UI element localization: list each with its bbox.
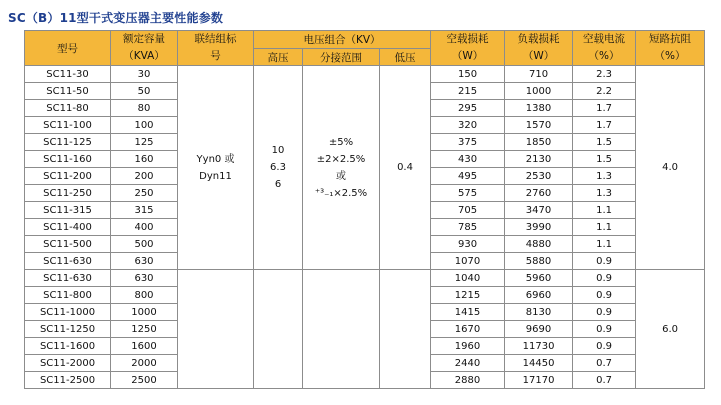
col-header-noload-current: 空载电流 （%）	[573, 31, 636, 66]
cell-noload-loss: 320	[431, 117, 505, 134]
cell-capacity: 200	[111, 168, 178, 185]
cell-noload-loss: 150	[431, 66, 505, 83]
cell-capacity: 500	[111, 236, 178, 253]
cell-lv-empty	[380, 270, 431, 389]
col-header-voltage-group: 电压组合（KV）	[254, 31, 431, 49]
cell-noload-current: 0.9	[573, 253, 636, 270]
cell-impedance: 4.0	[636, 66, 705, 270]
cell-noload-current: 1.3	[573, 185, 636, 202]
cell-capacity: 100	[111, 117, 178, 134]
cell-model: SC11-400	[25, 219, 111, 236]
cell-load-loss: 5960	[505, 270, 573, 287]
cell-load-loss: 6960	[505, 287, 573, 304]
cell-noload-loss: 2880	[431, 372, 505, 389]
cell-noload-current: 0.7	[573, 355, 636, 372]
cell-capacity: 250	[111, 185, 178, 202]
cell-load-loss: 1570	[505, 117, 573, 134]
col-header-model: 型号	[25, 31, 111, 66]
cell-hv-empty	[254, 270, 303, 389]
cell-impedance: 6.0	[636, 270, 705, 389]
cell-model: SC11-1000	[25, 304, 111, 321]
cell-noload-current: 0.7	[573, 372, 636, 389]
table-body	[25, 66, 705, 389]
cell-noload-current: 1.1	[573, 219, 636, 236]
cell-noload-current: 1.3	[573, 168, 636, 185]
cell-noload-current: 0.9	[573, 287, 636, 304]
cell-model: SC11-630	[25, 270, 111, 287]
cell-noload-loss: 785	[431, 219, 505, 236]
cell-noload-loss: 1215	[431, 287, 505, 304]
col-header-vector-group: 联结组标 号	[178, 31, 254, 66]
cell-noload-current: 1.5	[573, 151, 636, 168]
cell-tap-range-empty	[303, 270, 380, 389]
cell-noload-current: 1.1	[573, 202, 636, 219]
cell-capacity: 125	[111, 134, 178, 151]
cell-load-loss: 1000	[505, 83, 573, 100]
col-header-noload-loss: 空载损耗 （W）	[431, 31, 505, 66]
cell-model: SC11-125	[25, 134, 111, 151]
cell-noload-current: 2.3	[573, 66, 636, 83]
cell-model: SC11-2500	[25, 372, 111, 389]
cell-noload-loss: 575	[431, 185, 505, 202]
cell-noload-loss: 1415	[431, 304, 505, 321]
cell-noload-loss: 705	[431, 202, 505, 219]
cell-capacity: 400	[111, 219, 178, 236]
cell-model: SC11-100	[25, 117, 111, 134]
cell-load-loss: 1380	[505, 100, 573, 117]
cell-load-loss: 710	[505, 66, 573, 83]
cell-load-loss: 2760	[505, 185, 573, 202]
cell-capacity: 2000	[111, 355, 178, 372]
col-header-tap-range: 分接范围	[303, 49, 380, 66]
cell-capacity: 1250	[111, 321, 178, 338]
cell-load-loss: 8130	[505, 304, 573, 321]
cell-capacity: 800	[111, 287, 178, 304]
cell-noload-loss: 495	[431, 168, 505, 185]
cell-model: SC11-630	[25, 253, 111, 270]
cell-noload-current: 1.7	[573, 100, 636, 117]
cell-model: SC11-50	[25, 83, 111, 100]
cell-model: SC11-2000	[25, 355, 111, 372]
cell-noload-current: 2.2	[573, 83, 636, 100]
cell-capacity: 50	[111, 83, 178, 100]
cell-load-loss: 2130	[505, 151, 573, 168]
cell-hv: 10 6.3 6	[254, 66, 303, 270]
cell-model: SC11-1600	[25, 338, 111, 355]
cell-load-loss: 3990	[505, 219, 573, 236]
col-header-capacity: 额定容量 （KVA）	[111, 31, 178, 66]
cell-noload-loss: 1040	[431, 270, 505, 287]
cell-model: SC11-250	[25, 185, 111, 202]
cell-load-loss: 9690	[505, 321, 573, 338]
cell-noload-current: 1.7	[573, 117, 636, 134]
table-row	[25, 270, 705, 287]
cell-noload-current: 1.5	[573, 134, 636, 151]
cell-load-loss: 11730	[505, 338, 573, 355]
cell-noload-current: 1.1	[573, 236, 636, 253]
col-header-impedance: 短路抗阻 （%）	[636, 31, 705, 66]
cell-load-loss: 5880	[505, 253, 573, 270]
cell-model: SC11-160	[25, 151, 111, 168]
cell-load-loss: 4880	[505, 236, 573, 253]
cell-noload-loss: 1670	[431, 321, 505, 338]
cell-vector-group: Yyn0 或 Dyn11	[178, 66, 254, 270]
cell-noload-loss: 1070	[431, 253, 505, 270]
col-header-hv: 高压	[254, 49, 303, 66]
cell-tap-range: ±5% ±2×2.5% 或 ⁺³₋₁×2.5%	[303, 66, 380, 270]
cell-model: SC11-800	[25, 287, 111, 304]
table-row	[25, 66, 705, 83]
cell-noload-loss: 930	[431, 236, 505, 253]
cell-capacity: 160	[111, 151, 178, 168]
cell-lv: 0.4	[380, 66, 431, 270]
cell-capacity: 80	[111, 100, 178, 117]
cell-load-loss: 2530	[505, 168, 573, 185]
document-title: SC（B）11型干式变压器主要性能参数	[8, 11, 224, 25]
spec-table	[24, 30, 705, 389]
cell-model: SC11-30	[25, 66, 111, 83]
cell-noload-loss: 375	[431, 134, 505, 151]
col-header-lv: 低压	[380, 49, 431, 66]
cell-vector-group-empty	[178, 270, 254, 389]
cell-capacity: 30	[111, 66, 178, 83]
cell-noload-current: 0.9	[573, 338, 636, 355]
cell-capacity: 1600	[111, 338, 178, 355]
cell-model: SC11-315	[25, 202, 111, 219]
cell-model: SC11-200	[25, 168, 111, 185]
cell-capacity: 630	[111, 270, 178, 287]
header-row-1	[25, 31, 705, 49]
cell-model: SC11-80	[25, 100, 111, 117]
cell-noload-current: 0.9	[573, 321, 636, 338]
cell-load-loss: 3470	[505, 202, 573, 219]
cell-noload-current: 0.9	[573, 304, 636, 321]
cell-noload-loss: 295	[431, 100, 505, 117]
cell-noload-loss: 1960	[431, 338, 505, 355]
cell-load-loss: 14450	[505, 355, 573, 372]
cell-model: SC11-1250	[25, 321, 111, 338]
cell-capacity: 630	[111, 253, 178, 270]
col-header-load-loss: 负载损耗 （W）	[505, 31, 573, 66]
cell-capacity: 315	[111, 202, 178, 219]
cell-model: SC11-500	[25, 236, 111, 253]
cell-capacity: 2500	[111, 372, 178, 389]
cell-noload-current: 0.9	[573, 270, 636, 287]
cell-noload-loss: 215	[431, 83, 505, 100]
cell-load-loss: 17170	[505, 372, 573, 389]
cell-load-loss: 1850	[505, 134, 573, 151]
cell-capacity: 1000	[111, 304, 178, 321]
cell-noload-loss: 430	[431, 151, 505, 168]
cell-noload-loss: 2440	[431, 355, 505, 372]
